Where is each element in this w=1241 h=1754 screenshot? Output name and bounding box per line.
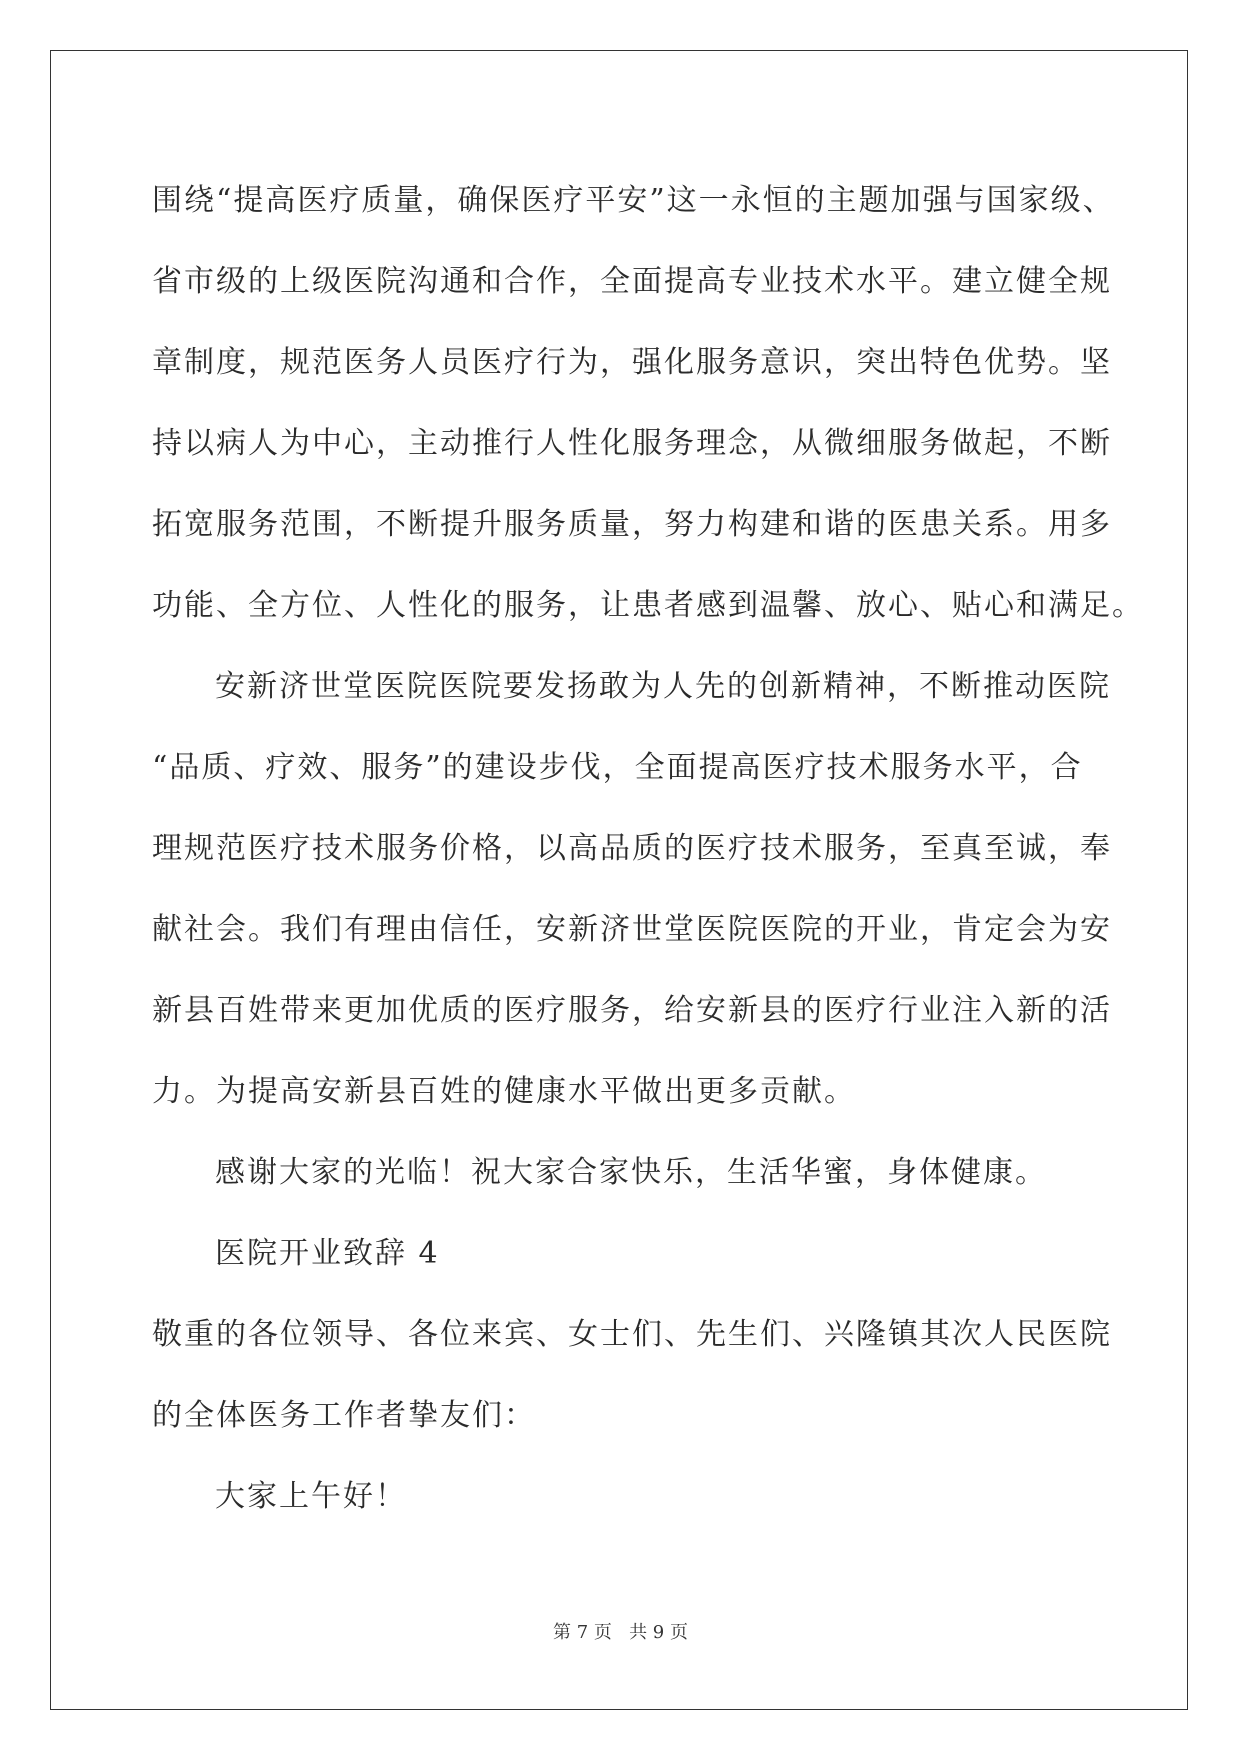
section-heading: 医院开业致辞 4 xyxy=(215,1236,440,1271)
body-line: 的全体医务工作者挚友们： xyxy=(152,1398,536,1433)
body-line: 敬重的各位领导、各位来宾、女士们、先生们、兴隆镇其次人民医院 xyxy=(152,1317,1112,1352)
body-line: 理规范医疗技术服务价格，以高品质的医疗技术服务，至真至诚，奉 xyxy=(152,831,1112,866)
body-line: 安新济世堂医院医院要发扬敢为人先的创新精神，不断推动医院 xyxy=(215,669,1111,704)
body-line: 拓宽服务范围，不断提升服务质量，努力构建和谐的医患关系。用多 xyxy=(152,507,1112,542)
page-total: 共 9 页 xyxy=(629,1622,688,1643)
body-line: 力。为提高安新县百姓的健康水平做出更多贡献。 xyxy=(152,1074,856,1109)
body-line: 围绕“提高医疗质量，确保医疗平安”这一永恒的主题加强与国家级、 xyxy=(152,183,1115,218)
body-line: 持以病人为中心，主动推行人性化服务理念，从微细服务做起，不断 xyxy=(152,426,1112,461)
body-line: 献社会。我们有理由信任，安新济世堂医院医院的开业，肯定会为安 xyxy=(152,912,1112,947)
body-line: 章制度，规范医务人员医疗行为，强化服务意识，突出特色优势。坚 xyxy=(152,345,1112,380)
body-line: “品质、疗效、服务”的建设步伐，全面提高医疗技术服务水平，合 xyxy=(152,750,1083,785)
body-line: 大家上午好！ xyxy=(215,1479,407,1514)
body-line: 省市级的上级医院沟通和合作，全面提高专业技术水平。建立健全规 xyxy=(152,264,1112,299)
document-body xyxy=(152,160,1144,1537)
page-number: 第 7 页 xyxy=(553,1622,612,1643)
body-line: 新县百姓带来更加优质的医疗服务，给安新县的医疗行业注入新的活 xyxy=(152,993,1112,1028)
page-footer xyxy=(0,1618,1241,1644)
body-line: 功能、全方位、人性化的服务，让患者感到温馨、放心、贴心和满足。 xyxy=(152,588,1144,623)
body-line: 感谢大家的光临！祝大家合家快乐，生活华蜜，身体健康。 xyxy=(215,1155,1047,1190)
